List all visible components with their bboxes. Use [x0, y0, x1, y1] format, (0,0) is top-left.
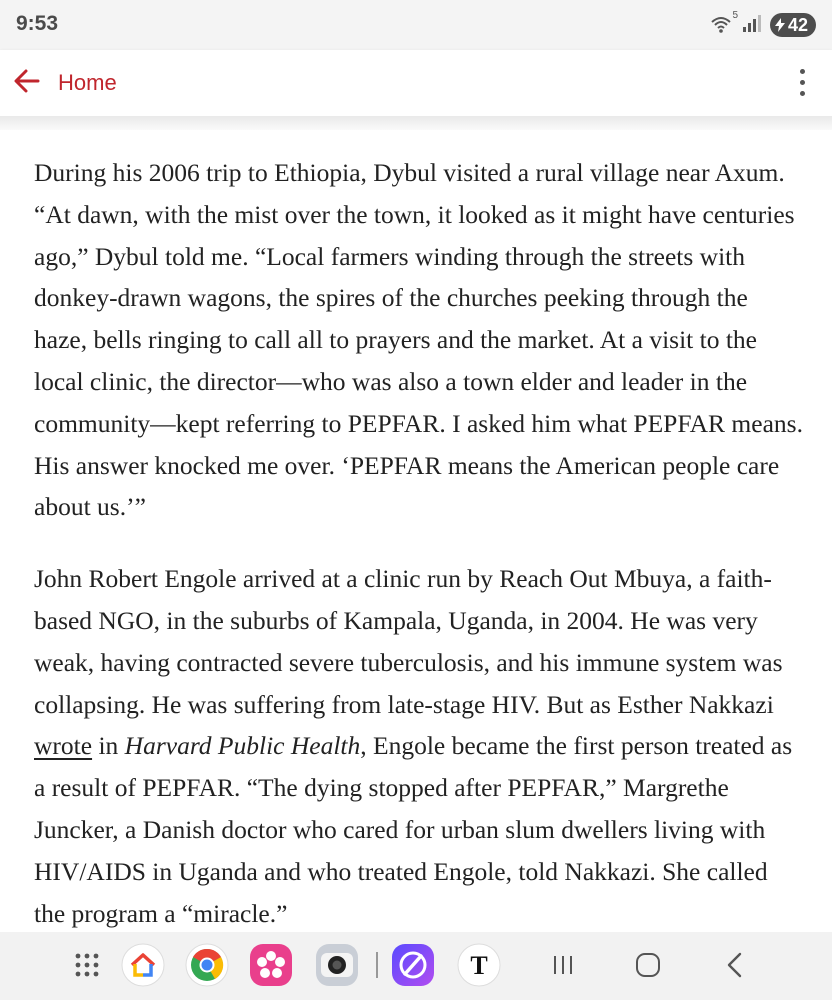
article-paragraph: During his 2006 trip to Ethiopia, Dybul visited a rural village near Axum. “At dawn, with the mist over the town, it looked as it might have centuries ago,” Dybul told me. “Local farmers winding through the streets with donkey-drawn wagons, the spires of the churches peeking through the haze, bells ringing to call all to prayers and the market. At a visit to the local clinic, the director—who was also a town elder and leader in the community—kept referring to PEPFAR. I asked him what PEPFAR means. His answer knocked me over. ‘PEPFAR means the American people care about us.’”	[34, 158, 803, 522]
battery-level: 42	[788, 14, 809, 35]
paragraph-text: , Engole became the first person treated as a result of PEPFAR. “The dying stopped after PEPFAR,” Margrethe Juncker, a Danish doctor who cared for urban slum dwellers living with HIV/AIDS in Uganda and who treated Engole, told Nakkazi. She called the program a “miracle.”	[34, 731, 793, 928]
publication-name: Harvard Public Health	[124, 731, 361, 761]
chrome-icon[interactable]	[184, 942, 230, 988]
article-body	[34, 152, 804, 934]
article-paragraph	[34, 558, 804, 934]
status-time: 9:53	[16, 12, 59, 35]
home-button[interactable]	[625, 942, 671, 988]
wifi-badge: 5	[732, 10, 738, 21]
notes-app-icon[interactable]	[390, 942, 436, 988]
navigation-bar	[0, 932, 832, 1000]
back-home-button[interactable]	[14, 58, 117, 108]
gallery-icon[interactable]	[248, 942, 294, 988]
paragraph-text: in	[92, 731, 125, 761]
svg-text:T: T	[470, 951, 488, 980]
wrote-link[interactable]: wrote	[34, 731, 93, 761]
back-label: Home	[58, 70, 117, 95]
more-vert-icon	[800, 69, 805, 74]
header-shadow	[0, 116, 832, 130]
status-icons	[710, 12, 816, 38]
nytimes-icon[interactable]	[456, 942, 502, 988]
dock-divider	[376, 952, 378, 978]
charging-icon	[774, 18, 786, 32]
recents-button[interactable]	[540, 942, 586, 988]
paragraph-text: John Robert Engole arrived at a clinic run by Reach Out Mbuya, a faith-based NGO, in the suburbs of Kampala, Uganda, in 2004. He was very weak, having contracted severe tuberculosis, and his immune system was collapsing. He was suffering from late-stage HIV. But as Esther Nakkazi	[34, 564, 783, 719]
signal-icon	[742, 13, 762, 38]
more-options-button[interactable]	[790, 60, 814, 104]
camera-icon[interactable]	[314, 942, 360, 988]
wifi-icon	[710, 10, 738, 36]
status-bar	[0, 0, 832, 50]
battery-icon	[770, 13, 816, 37]
arrow-left-icon	[14, 68, 40, 99]
app-bar	[0, 50, 832, 116]
system-back-button[interactable]	[712, 942, 758, 988]
home-app-icon[interactable]	[120, 942, 166, 988]
app-drawer-icon[interactable]	[64, 942, 110, 988]
